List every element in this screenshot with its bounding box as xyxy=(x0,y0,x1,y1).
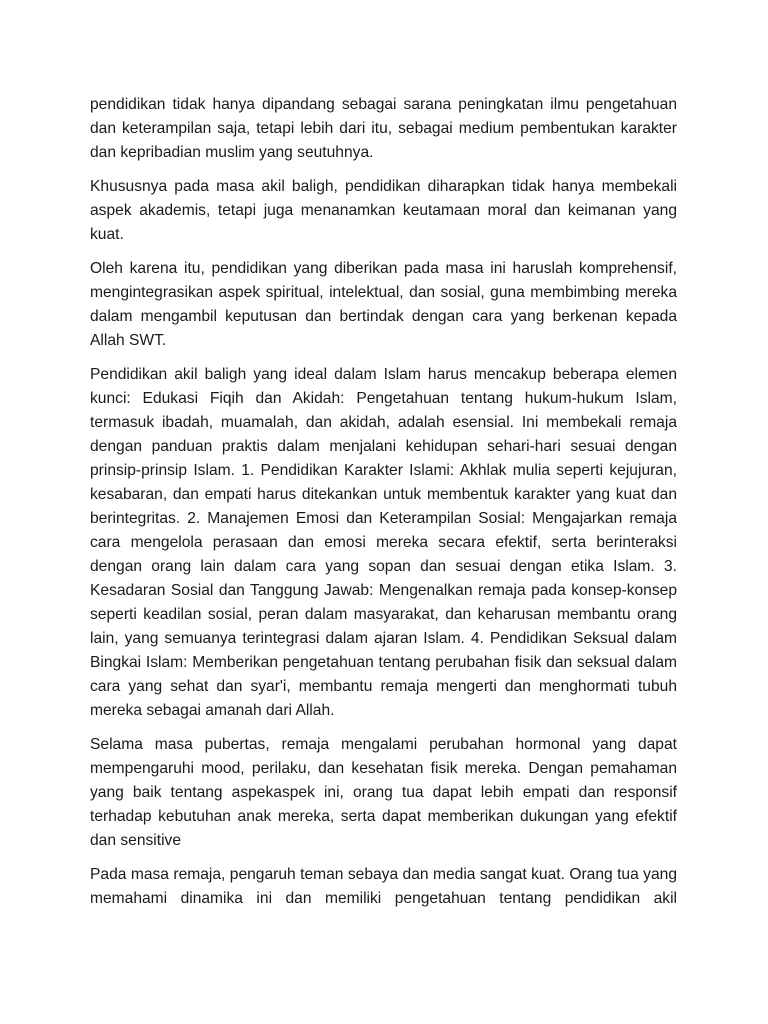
paragraph-1: pendidikan tidak hanya dipandang sebagai sarana peningkatan ilmu pengetahuan dan keterampilan saja, tetapi lebih dari itu, sebagai medium pembentukan karakter dan kepribadian muslim yang seutuhnya. xyxy=(90,96,677,161)
document-page xyxy=(90,93,677,921)
paragraph-2: Khususnya pada masa akil baligh, pendidikan diharapkan tidak hanya membekali aspek akademis, tetapi juga menanamkan keutamaan moral dan keimanan yang kuat. xyxy=(90,178,677,243)
paragraph-5: Selama masa pubertas, remaja mengalami perubahan hormonal yang dapat mempengaruhi mood, perilaku, dan kesehatan fisik mereka. Dengan pemahaman yang baik tentang aspekaspek ini, orang tua dapat lebih empati dan responsif terhadap kebutuhan anak mereka, serta dapat memberikan dukungan yang efektif dan sensitive xyxy=(90,736,677,849)
paragraph-6: Pada masa remaja, pengaruh teman sebaya dan media sangat kuat. Orang tua yang memahami dinamika ini dan memiliki pengetahuan tentang pendidikan akil xyxy=(90,866,677,907)
paragraph-3: Oleh karena itu, pendidikan yang diberikan pada masa ini haruslah komprehensif, mengintegrasikan aspek spiritual, intelektual, dan sosial, guna membimbing mereka dalam mengambil keputusan dan bertindak dengan cara yang berkenan kepada Allah SWT. xyxy=(90,260,677,349)
paragraph-4: Pendidikan akil baligh yang ideal dalam Islam harus mencakup beberapa elemen kunci: Edukasi Fiqih dan Akidah: Pengetahuan tentang hukum-hukum Islam, termasuk ibadah, muamalah, dan akidah, adalah esensial. Ini membekali remaja dengan panduan praktis dalam menjalani kehidupan sehari-hari sesuai dengan prinsip-prinsip Islam. 1. Pendidikan Karakter Islami: Akhlak mulia seperti kejujuran, kesabaran, dan empati harus ditekankan untuk membentuk karakter yang kuat dan berintegritas. 2. Manajemen Emosi dan Keterampilan Sosial: Mengajarkan remaja cara mengelola perasaan dan emosi mereka secara efektif, serta berinteraksi dengan orang lain dalam cara yang sopan dan sesuai dengan etika Islam. 3. Kesadaran Sosial dan Tanggung Jawab: Mengenalkan remaja pada konsep-konsep seperti keadilan sosial, peran dalam masyarakat, dan keharusan membantu orang lain, yang semuanya terintegrasi dalam ajaran Islam. 4. Pendidikan Seksual dalam Bingkai Islam: Memberikan pengetahuan tentang perubahan fisik dan seksual dalam cara yang sehat dan syar'i, membantu remaja mengerti dan menghormati tubuh mereka sebagai amanah dari Allah. xyxy=(90,366,677,719)
